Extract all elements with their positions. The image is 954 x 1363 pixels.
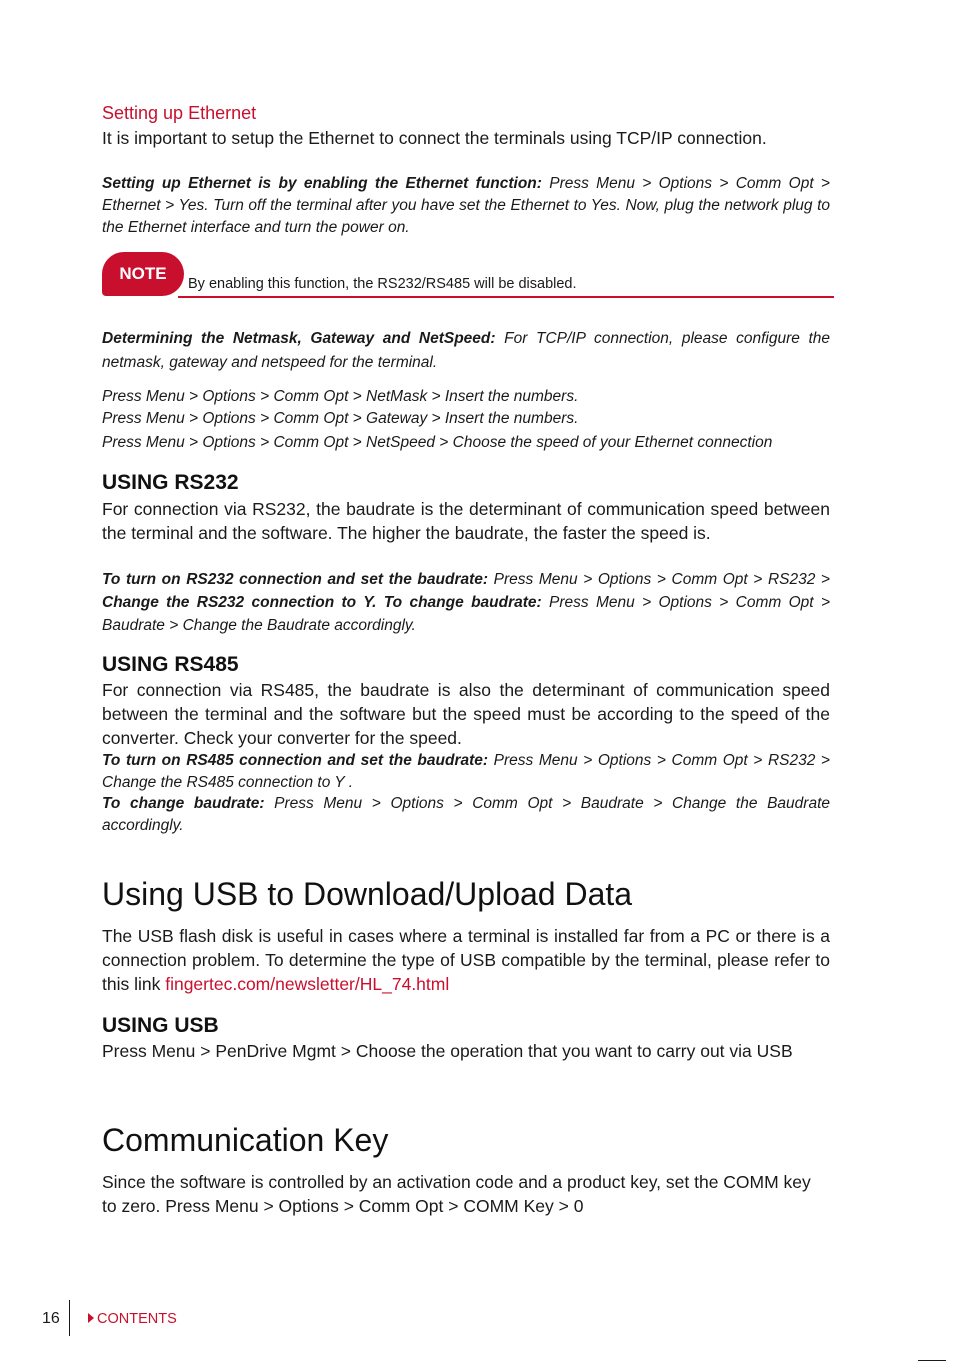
usb-section-body [102, 924, 830, 996]
rs232-change-bold: Change the RS232 connection to Y. To change baudrate: [102, 594, 542, 611]
netmask-step-3: Press Menu > Options > Comm Opt > NetSpeed > Choose the speed of your Ethernet connection [102, 434, 773, 451]
comm-key-body: Since the software is controlled by an activation code and a product key, set the COMM key to zero. Press Menu > Options > Comm Opt > COMM Key > 0 [102, 1172, 811, 1216]
netmask-lead-text: For TCP/IP connection, please configure the netmask, gateway and netspeed for the terminal. [102, 330, 830, 371]
rs232-lead-bold: To turn on RS232 connection and set the baudrate: [102, 571, 489, 588]
rs485-lead-text: Press Menu > Options > Comm Opt > RS232 > Change the RS485 connection to Y . [102, 752, 830, 791]
note-badge: NOTE [102, 252, 184, 296]
rs485-heading: USING RS485 [102, 653, 239, 676]
comm-key-title: Communication Key [102, 1122, 389, 1158]
rs485-lead-bold: To turn on RS485 connection and set the baudrate: [102, 752, 489, 769]
netmask-intro [102, 327, 830, 375]
rs232-change-text: Press Menu > Options > Comm Opt > Baudrate > Change the Baudrate accordingly. [102, 594, 830, 634]
rs485-baud-bold: To change baudrate: [102, 795, 265, 812]
usb-section-title: Using USB to Download/Upload Data [102, 876, 633, 912]
note-text: By enabling this function, the RS232/RS485 will be disabled. [188, 276, 577, 292]
using-usb-body: Press Menu > PenDrive Mgmt > Choose the operation that you want to carry out via USB [102, 1041, 793, 1061]
rs232-instructions [102, 568, 830, 637]
page-number: 16 [42, 1310, 60, 1327]
rs485-baudrate [102, 793, 830, 837]
netmask-step-2: Press Menu > Options > Comm Opt > Gateway > Insert the numbers. [102, 410, 579, 427]
ethernet-lead-text: Press Menu > Options > Comm Opt > Ethernet > Yes. Turn off the terminal after you have set the Ethernet to Yes. Now, plug the network plug to the Ethernet interface and turn the power on. [102, 175, 830, 236]
netmask-lead-bold: Determining the Netmask, Gateway and NetSpeed: [102, 330, 496, 347]
corner-rule [918, 1360, 946, 1361]
rs232-lead-text: Press Menu > Options > Comm Opt > RS232 > [488, 571, 830, 588]
netmask-step-1: Press Menu > Options > Comm Opt > NetMask > Insert the numbers. [102, 388, 579, 405]
ethernet-heading: Setting up Ethernet [102, 103, 257, 123]
contents-link[interactable] [88, 1310, 177, 1328]
rs485-body: For connection via RS485, the baudrate is also the determinant of communication speed between the terminal and the software but the speed must be according to the speed of the converter. Check your converter for the speed. [102, 680, 830, 748]
triangle-right-icon [88, 1313, 94, 1323]
ethernet-instructions [102, 173, 830, 239]
ethernet-lead-bold: Setting up Ethernet is by enabling the Ethernet function: [102, 175, 542, 192]
ethernet-intro: It is important to setup the Ethernet to connect the terminals using TCP/IP connection. [102, 128, 767, 148]
rs485-instructions [102, 750, 830, 794]
using-usb-heading: USING USB [102, 1014, 219, 1037]
rs232-heading: USING RS232 [102, 471, 239, 494]
rs485-baud-text: Press Menu > Options > Comm Opt > Baudrate > Change the Baudrate accordingly. [102, 795, 831, 834]
note-underline [178, 296, 834, 298]
note-callout [102, 252, 834, 298]
usb-newsletter-link[interactable]: fingertec.com/newsletter/HL_74.html [165, 974, 450, 994]
rs232-body: For connection via RS232, the baudrate is the determinant of communication speed between the terminal and the software. The higher the baudrate, the faster the speed is. [102, 499, 830, 543]
contents-link-label: CONTENTS [97, 1311, 177, 1327]
footer-divider [69, 1300, 70, 1336]
usb-body-text: The USB flash disk is useful in cases where a terminal is installed far from a PC or there is a connection problem. To determine the type of USB compatible by the terminal, please refer to this link [102, 926, 830, 994]
